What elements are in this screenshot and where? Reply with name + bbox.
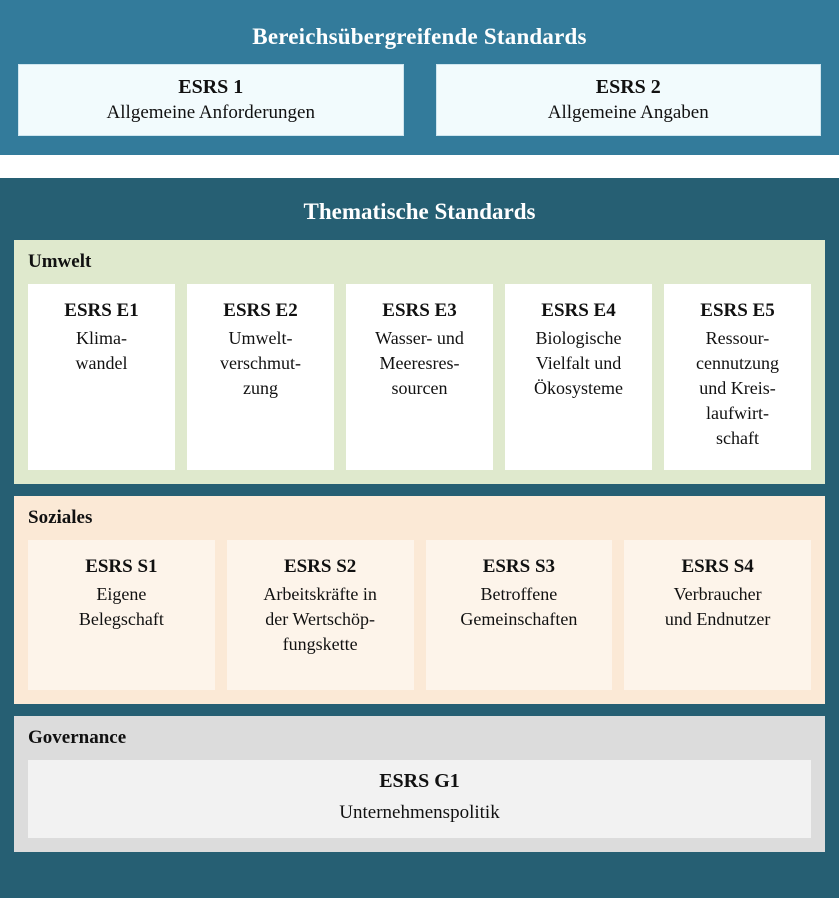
standard-name: Betroffene Gemeinschaften <box>460 584 578 629</box>
standard-name: Ressour- cennutzung und Kreis- laufwirt- schaft <box>696 328 779 448</box>
standard-card-esrs-s1[interactable] <box>28 540 215 690</box>
standard-name: Eigene Belegschaft <box>78 584 164 629</box>
standard-card-esrs-s2[interactable] <box>227 540 414 690</box>
standard-name: Unternehmenspolitik <box>339 801 500 823</box>
standard-card-esrs-s3[interactable] <box>426 540 613 690</box>
group-label-governance: Governance <box>28 727 127 748</box>
thematic-standards-section <box>0 178 839 898</box>
standard-code: ESRS E5 <box>700 300 775 321</box>
cross-cutting-standards-section <box>0 0 839 155</box>
standard-code: ESRS S3 <box>482 556 556 577</box>
standard-code: ESRS E1 <box>64 300 139 321</box>
thematic-standards-title: Thematische Standards <box>303 199 536 224</box>
standard-card-esrs-e5[interactable] <box>664 284 811 470</box>
standard-code: ESRS 2 <box>595 76 661 98</box>
group-umwelt <box>14 240 825 484</box>
standard-name: Verbraucher und Endnutzer <box>664 584 771 629</box>
standard-name: Allgemeine Angaben <box>547 102 709 123</box>
standard-card-esrs-e3[interactable] <box>346 284 493 470</box>
standard-name: Klima- wandel <box>75 328 128 373</box>
standard-card-esrs-2[interactable] <box>436 64 822 136</box>
group-governance <box>14 716 825 852</box>
standard-card-esrs-e4[interactable] <box>505 284 652 470</box>
standard-card-esrs-e1[interactable] <box>28 284 175 470</box>
standard-card-esrs-s4[interactable] <box>624 540 811 690</box>
group-cards-umwelt <box>28 284 811 470</box>
standard-name: Arbeitskräfte in der Wertschöp- fungskette <box>263 584 377 654</box>
standard-name: Wasser- und Meeresres- sourcen <box>375 328 464 398</box>
standard-card-esrs-1[interactable] <box>18 64 404 136</box>
standard-code: ESRS S4 <box>681 556 754 577</box>
cross-cutting-cards <box>18 64 821 136</box>
standard-name: Allgemeine Anforderungen <box>106 102 315 123</box>
cross-cutting-standards-title: Bereichsübergreifende Standards <box>252 24 587 49</box>
group-soziales <box>14 496 825 704</box>
group-label-umwelt: Umwelt <box>28 251 92 272</box>
standard-code: ESRS S2 <box>283 556 357 577</box>
group-cards-soziales <box>28 540 811 690</box>
standard-code: ESRS S1 <box>85 556 158 577</box>
standard-code: ESRS G1 <box>379 769 460 792</box>
standard-name: Umwelt- verschmut- zung <box>220 328 301 398</box>
standard-code: ESRS E4 <box>541 300 616 321</box>
standard-code: ESRS E2 <box>223 300 298 321</box>
group-label-soziales: Soziales <box>28 507 93 528</box>
standard-card-esrs-g1[interactable] <box>28 760 811 838</box>
standard-card-esrs-e2[interactable] <box>187 284 334 470</box>
standard-code: ESRS 1 <box>178 76 244 98</box>
standard-code: ESRS E3 <box>382 300 457 321</box>
group-cards-governance <box>28 760 811 838</box>
standard-name: Biologische Vielfalt und Ökosysteme <box>534 328 623 398</box>
